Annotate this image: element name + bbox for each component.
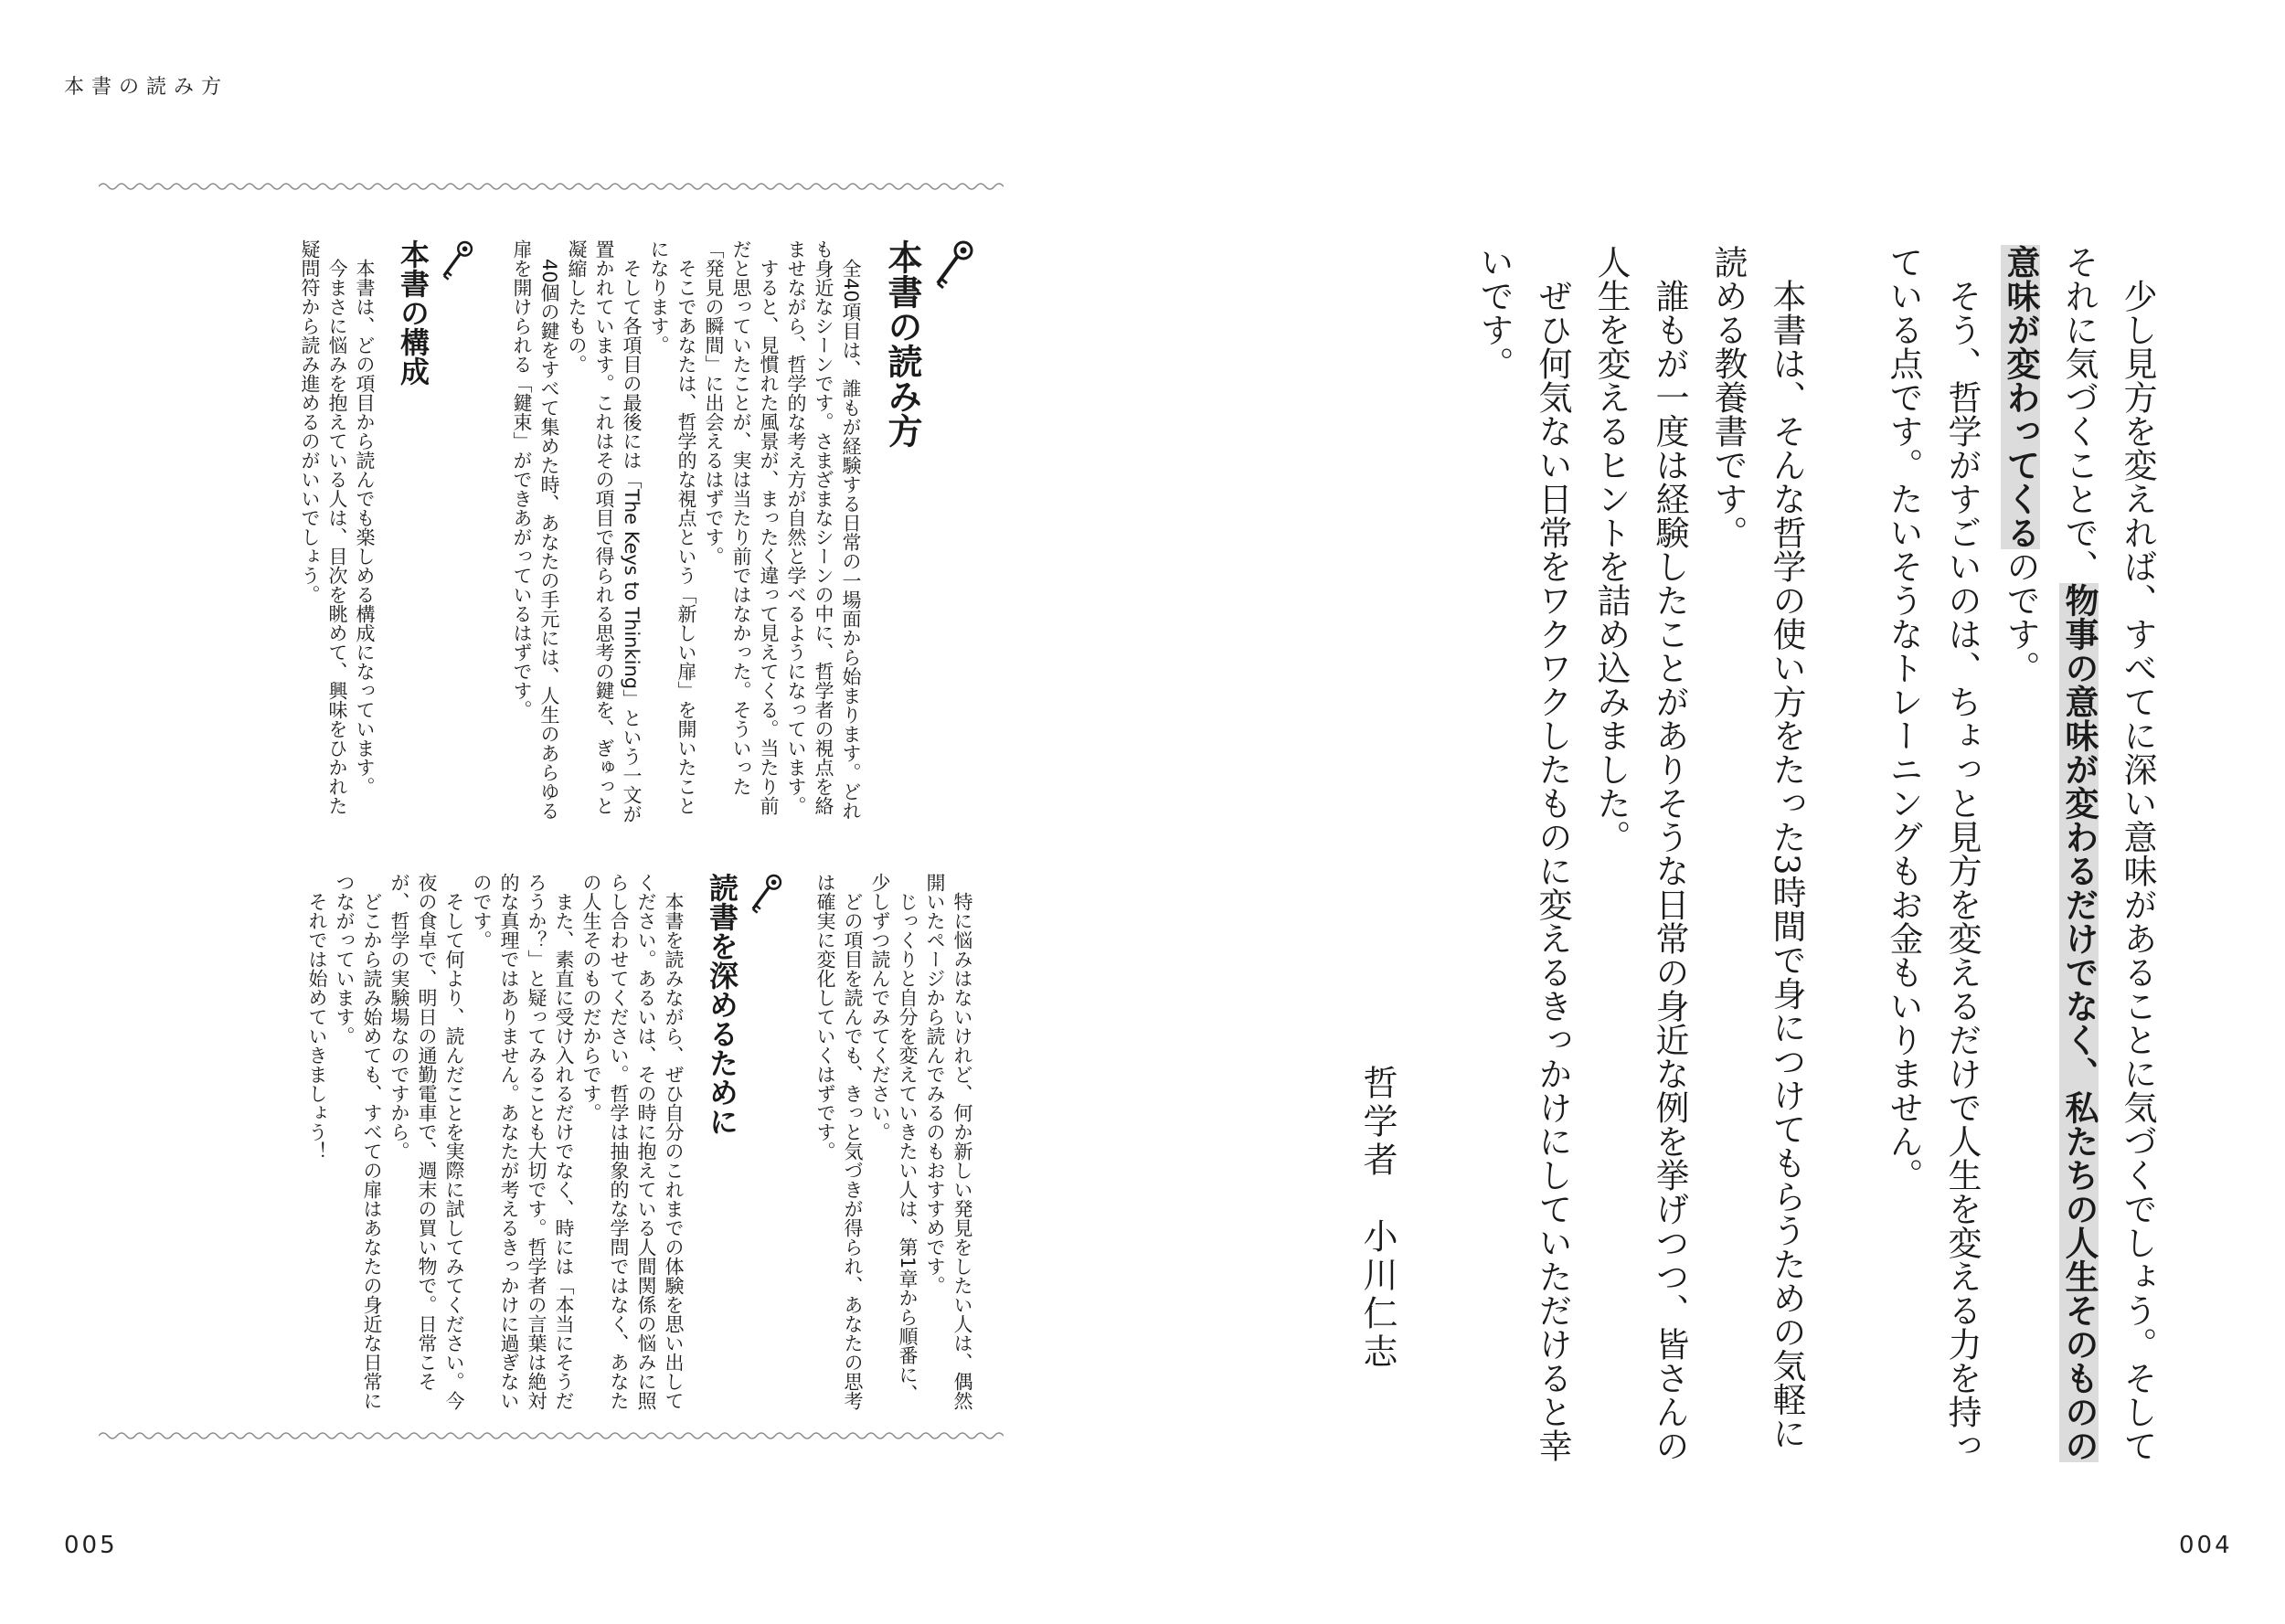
deepen-paragraph-5: それでは始めていきましょう！ bbox=[306, 892, 328, 1161]
structure-paragraph-5: どの項目を読んでも、きっと気づきが得られ、あなたの思考は確実に変化していくはずです。 bbox=[814, 873, 864, 1410]
preface-essay bbox=[1464, 245, 2166, 1470]
lower-tier-text bbox=[303, 873, 976, 1412]
structure-paragraph-1: 本書は、どの項目から読んでも楽しめる構成になっています。 bbox=[354, 259, 376, 796]
structure-paragraph-2: 今まさに悩みを抱えている人は、目次を眺めて、興味をひかれた疑問符から読み進めるのがいいでしょう。 bbox=[299, 239, 348, 815]
section-title-deepen: 読書を深めるために bbox=[705, 873, 739, 1136]
page-number-right: 004 bbox=[2179, 1532, 2233, 1559]
essay-highlight: 物事の意味が変わるだけでなく、私たちの人生そのものの意味が変わってくる bbox=[2001, 245, 2099, 1462]
howto-paragraph-2: すると、見慣れた風景が、まったく違って見えてくる。当たり前だと思っていたことが、実は当たり前ではなかった。そういった「発見の瞬間」に出会えるはずです。 bbox=[703, 239, 780, 815]
key-icon bbox=[927, 239, 976, 294]
box-top-border bbox=[99, 180, 1004, 193]
section-title-structure: 本書の構成 bbox=[396, 239, 430, 386]
essay-paragraph-4: 誰もが一度は経験したことがありそうな日常の身近な例を挙げつつ、皆さんの人生を変えるヒントを詰め込みました。 bbox=[1591, 245, 1689, 1462]
deepen-paragraph-4: どこから読み始めても、すべての扉はあなたの身近な日常につながっています。 bbox=[334, 873, 383, 1410]
essay-paragraph-3: 本書は、そんな哲学の使い方をたった3時間で身につけてもらうための気軽に読める教養書です。 bbox=[1708, 245, 1806, 1450]
essay-spacer bbox=[1815, 245, 1874, 1470]
howto-paragraph-4: そして各項目の最後には「The Keys to Thinking」という一文が置かれています。これはその項目で得られる思考の鍵を、ぎゅっと凝縮したもの。 bbox=[566, 239, 643, 824]
box-bottom-border bbox=[99, 1429, 1004, 1442]
essay-paragraph-5: ぜひ何気ない日常をワクワクしたものに変えるきっかけにしていただけると幸いです。 bbox=[1474, 245, 1572, 1462]
author-signature: 哲学者 小川仁志 bbox=[1357, 1065, 1398, 1372]
howto-paragraph-5: 40個の鍵をすべて集めた時、あなたの手元には、人生のあらゆる扉を開けられる「鍵束」ができあがっているはずです。 bbox=[511, 239, 560, 821]
section-title-howto: 本書の読み方 bbox=[882, 239, 922, 448]
essay-paragraph-1: 少し見方を変えれば、すべてに深い意味があることに気づくでしょう。そしてそれに気づくことで、物事の意味が変わるだけでなく、私たちの人生そのものの意味が変わってくるのです。 bbox=[2001, 245, 2157, 1462]
howto-paragraph-1: 全40項目は、誰もが経験する日常の一場面から始まります。どれも身近なシーンです。さまざまなシーンの中に、哲学者の視点を絡ませながら、哲学的な考え方が自然と学べるようになっています。 bbox=[785, 239, 862, 821]
key-icon bbox=[744, 873, 784, 918]
upper-tier-text bbox=[296, 239, 976, 824]
structure-paragraph-3: 特に悩みはないけれど、何か新しい発見をしたい人は、偶然開いたページから読んでみるのもおすすめです。 bbox=[924, 873, 973, 1410]
deepen-paragraph-1: 本書を読みながら、ぜひ自分のこれまでの体験を思い出してください。あるいは、その時に抱えている人間関係の悩みに照らし合わせてください。哲学は抽象的な学問ではなく、あなたの人生そのものだからです。 bbox=[580, 873, 685, 1410]
structure-paragraph-4: じっくりと自分を変えていきたい人は、第1章から順番に、少しずつ読んでみてください。 bbox=[869, 873, 919, 1404]
deepen-paragraph-3: そして何より、読んだことを実際に試してみてください。今夜の食卓で、明日の通勤電車で、週末の買い物で。日常こそが、哲学の実験場なのですから。 bbox=[388, 873, 465, 1410]
deepen-paragraph-2: また、素直に受け入れるだけでなく、時には「本当にそうだろうか？」と疑ってみることも大切です。哲学者の言葉は絶対的な真理ではありません。あなたが考えるきっかけに過ぎないのです。 bbox=[471, 873, 575, 1410]
howto-paragraph-3: そこであなたは、哲学的な視点という「新しい扉」を開いたことになります。 bbox=[648, 239, 697, 815]
key-icon bbox=[435, 239, 475, 285]
page-number-left: 005 bbox=[64, 1532, 118, 1559]
running-header: 本書の読み方 bbox=[64, 76, 229, 99]
essay-paragraph-2: そう、哲学がすごいのは、ちょっと見方を変えるだけで人生を変える力を持っている点です。たいそうなトレーニングもお金もいりません。 bbox=[1884, 245, 1982, 1462]
